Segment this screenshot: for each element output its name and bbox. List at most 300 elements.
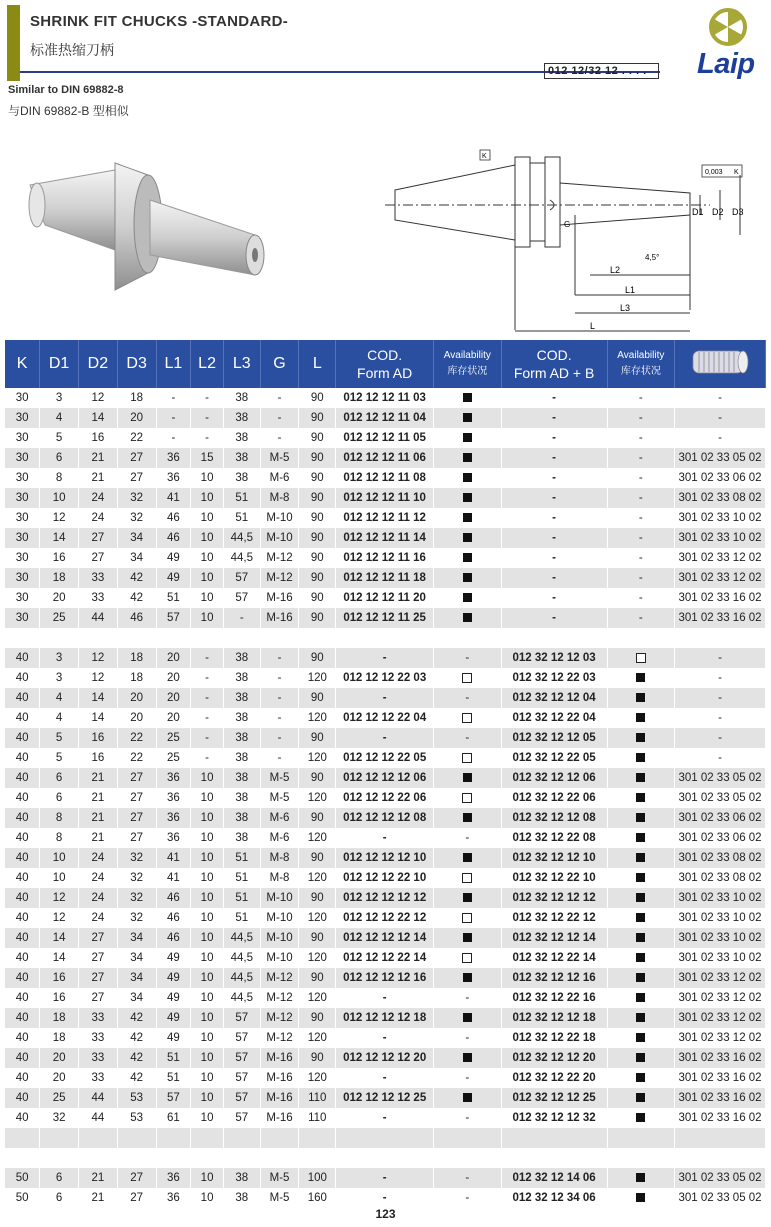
dimension-cell: 21 [78,808,117,828]
dimension-cell: 46 [156,928,191,948]
collet-code-cell: 301 02 33 08 02 [675,488,766,508]
dimension-cell: 40 [5,908,40,928]
dimension-cell: - [260,668,299,688]
in-stock-icon [463,773,472,782]
product-code-cell: 012 32 12 14 06 [501,1168,607,1188]
dimension-cell: 120 [299,788,336,808]
availability-cell [607,968,674,988]
dimension-cell: M-8 [260,868,299,888]
product-code-cell: 012 12 12 11 04 [336,408,434,428]
availability-cell [607,708,674,728]
dimension-cell: 21 [78,448,117,468]
dimension-cell: 57 [223,1108,260,1128]
dimension-cell: 27 [117,768,156,788]
dimension-cell: 14 [78,688,117,708]
dimension-cell: 51 [156,1048,191,1068]
in-stock-icon [636,873,645,882]
dimension-cell: 40 [5,1008,40,1028]
table-row [5,888,766,908]
in-stock-icon [636,733,645,742]
dimension-cell: 27 [78,548,117,568]
dimension-cell: 10 [191,968,224,988]
dimension-cell: 42 [117,1068,156,1088]
in-stock-icon [463,473,472,482]
product-code-cell: - [336,988,434,1008]
dimension-cell: - [156,408,191,428]
product-code-cell: 012 12 12 11 03 [336,388,434,408]
dimension-cell: 38 [223,728,260,748]
in-stock-icon [636,973,645,982]
dimension-cell: M-12 [260,1008,299,1028]
dimension-cell: 90 [299,588,336,608]
table-row [5,548,766,568]
dimension-cell: 61 [156,1108,191,1128]
availability-cell [434,408,501,428]
dimension-cell: 34 [117,928,156,948]
dimension-cell: 46 [156,908,191,928]
dimension-cell: 18 [117,388,156,408]
dimension-cell: 42 [117,588,156,608]
product-code-cell: 012 12 12 22 03 [336,668,434,688]
dimension-cell: 160 [299,1188,336,1208]
dimension-cell: M-10 [260,888,299,908]
availability-cell [434,1048,501,1068]
dimension-cell: 90 [299,728,336,748]
collet-code-cell: - [675,428,766,448]
dimension-cell: 10 [191,588,224,608]
dimension-cell: 10 [191,1068,224,1088]
product-code-cell: 012 32 12 12 32 [501,1108,607,1128]
collet-code-cell: - [675,708,766,728]
dimension-cell: 20 [40,1048,79,1068]
dimension-cell: - [260,728,299,748]
in-stock-icon [636,1053,645,1062]
dimension-cell: 49 [156,988,191,1008]
dimension-cell: M-8 [260,488,299,508]
dimension-cell: 51 [156,588,191,608]
availability-cell: - [607,388,674,408]
dimension-cell: 49 [156,548,191,568]
collet-code-cell: 301 02 33 16 02 [675,1048,766,1068]
dimension-cell: 6 [40,1168,79,1188]
not-in-stock-icon [462,873,472,883]
table-row [5,748,766,768]
product-code-cell: 012 12 12 12 08 [336,808,434,828]
collet-code-cell: 301 02 33 08 02 [675,868,766,888]
product-code-cell: - [336,1028,434,1048]
in-stock-icon [463,553,472,562]
dimension-cell: 27 [117,828,156,848]
in-stock-icon [463,893,472,902]
in-stock-icon [636,693,645,702]
dimension-cell: 38 [223,688,260,708]
dimension-cell: 90 [299,768,336,788]
product-code-cell: 012 32 12 22 03 [501,668,607,688]
dimension-cell: 20 [156,668,191,688]
dimension-cell: 90 [299,388,336,408]
dimension-cell: 40 [5,828,40,848]
availability-cell: - [434,648,501,668]
product-code-cell: - [501,588,607,608]
dimension-cell: 42 [117,1048,156,1068]
product-code-cell: - [501,608,607,628]
dimension-cell: 10 [191,1008,224,1028]
dimension-cell: 51 [223,488,260,508]
collet-code-cell: 301 02 33 06 02 [675,828,766,848]
col-header-d1: D1 [40,340,79,388]
dimension-cell: 32 [117,908,156,928]
dimension-cell: 38 [223,648,260,668]
dimension-cell: 34 [117,968,156,988]
table-row [5,968,766,988]
availability-cell: - [434,1188,501,1208]
dimension-cell: M-5 [260,1168,299,1188]
product-code-cell: - [501,428,607,448]
dimension-cell: 21 [78,468,117,488]
collet-code-cell: 301 02 33 12 02 [675,1028,766,1048]
availability-cell [434,1008,501,1028]
product-code-cell: - [336,728,434,748]
drawing-label-d3: D3 [732,207,744,217]
collet-code-cell: 301 02 33 05 02 [675,1168,766,1188]
product-code-cell: 012 32 12 22 12 [501,908,607,928]
availability-cell [607,648,674,668]
table-row [5,1008,766,1028]
availability-cell [434,948,501,968]
dimension-cell: M-10 [260,908,299,928]
availability-cell [607,788,674,808]
collet-code-cell: 301 02 33 16 02 [675,1108,766,1128]
collet-code-cell: 301 02 33 10 02 [675,528,766,548]
col-header-l: L [299,340,336,388]
product-code-cell: 012 12 12 12 20 [336,1048,434,1068]
drawing-label-d2: D2 [712,207,724,217]
dimension-cell: 27 [117,1188,156,1208]
collet-code-cell: 301 02 33 05 02 [675,768,766,788]
product-code-cell: - [501,388,607,408]
dimension-cell: 33 [78,1008,117,1028]
table-row [5,868,766,888]
table-row [5,948,766,968]
dimension-cell: 16 [78,728,117,748]
product-code-cell: 012 12 12 22 05 [336,748,434,768]
in-stock-icon [463,1093,472,1102]
in-stock-icon [636,713,645,722]
dimension-cell: 40 [5,988,40,1008]
availability-cell [607,808,674,828]
table-row [5,1108,766,1128]
dimension-cell: M-16 [260,608,299,628]
product-code-cell: 012 12 12 12 14 [336,928,434,948]
collet-code-cell: - [675,748,766,768]
in-stock-icon [636,753,645,762]
product-table [5,340,766,1208]
dimension-cell: 36 [156,808,191,828]
product-code-cell: - [501,528,607,548]
col-header-l3: L3 [223,340,260,388]
dimension-cell: 10 [191,888,224,908]
col-header-collet-icon [675,340,766,388]
in-stock-icon [636,773,645,782]
dimension-cell: 10 [191,528,224,548]
availability-cell: - [434,1108,501,1128]
dimension-cell: M-10 [260,528,299,548]
availability-cell [434,788,501,808]
availability-cell: - [607,568,674,588]
dimension-cell: 30 [5,588,40,608]
dimension-cell: 21 [78,768,117,788]
product-code-cell: 012 12 12 12 25 [336,1088,434,1108]
table-row [5,1048,766,1068]
dimension-cell: 30 [5,568,40,588]
table-row [5,528,766,548]
dimension-cell: 3 [40,668,79,688]
dimension-cell: 44,5 [223,528,260,548]
dimension-cell: 10 [191,808,224,828]
dimension-cell: 18 [117,648,156,668]
table-row [5,988,766,1008]
dimension-cell: 20 [156,648,191,668]
in-stock-icon [463,593,472,602]
drawing-label-d1: D1 [692,207,704,217]
dimension-cell: 32 [40,1108,79,1128]
in-stock-icon [463,933,472,942]
dimension-cell: 10 [40,868,79,888]
dimension-cell: 51 [223,888,260,908]
product-code-cell: - [336,1168,434,1188]
collet-code-cell: 301 02 33 16 02 [675,1088,766,1108]
collet-code-cell: 301 02 33 10 02 [675,888,766,908]
product-code-cell: 012 12 12 12 16 [336,968,434,988]
dimension-cell: 5 [40,748,79,768]
dimension-cell: 25 [40,1088,79,1108]
dimension-cell: 14 [78,708,117,728]
table-row [5,488,766,508]
availability-cell [434,808,501,828]
availability-cell: - [434,1028,501,1048]
product-code-cell: 012 12 12 12 12 [336,888,434,908]
dimension-cell: 12 [78,668,117,688]
dimension-cell: 6 [40,788,79,808]
dimension-cell: M-6 [260,808,299,828]
dimension-cell: 40 [5,1088,40,1108]
dimension-cell: 24 [78,848,117,868]
availability-cell [607,868,674,888]
product-code-cell: 012 12 12 12 06 [336,768,434,788]
dimension-cell: 30 [5,528,40,548]
dimension-cell: 22 [117,428,156,448]
dimension-cell: M-10 [260,928,299,948]
in-stock-icon [463,533,472,542]
dimension-cell: 10 [191,1168,224,1188]
dimension-cell: 100 [299,1168,336,1188]
dimension-cell: 25 [156,748,191,768]
product-code-cell: 012 32 12 12 12 [501,888,607,908]
dimension-cell: 12 [78,388,117,408]
in-stock-icon [463,813,472,822]
dimension-cell: 38 [223,768,260,788]
availability-cell [607,668,674,688]
product-code-cell: 012 32 12 12 18 [501,1008,607,1028]
availability-cell: - [607,608,674,628]
dimension-cell: 10 [191,1108,224,1128]
in-stock-icon [463,493,472,502]
dimension-cell: 49 [156,948,191,968]
collet-icon [685,345,755,379]
dimension-cell: - [260,428,299,448]
dimension-cell: 10 [191,468,224,488]
dimension-cell: 18 [40,568,79,588]
dimension-cell: 38 [223,708,260,728]
col-header-d3: D3 [117,340,156,388]
dimension-cell: 10 [191,868,224,888]
dimension-cell: 34 [117,948,156,968]
availability-cell [434,448,501,468]
product-code-cell: 012 32 12 22 18 [501,1028,607,1048]
dimension-cell: 8 [40,828,79,848]
dimension-cell: 36 [156,828,191,848]
dimension-cell: M-10 [260,948,299,968]
header-accent-bar [7,5,20,81]
dimension-cell: 25 [156,728,191,748]
not-in-stock-icon [462,793,472,803]
dimension-cell: M-16 [260,588,299,608]
table-spacer-row [5,1148,766,1168]
product-code-cell: - [501,408,607,428]
dimension-cell: 12 [40,908,79,928]
dimension-cell: 90 [299,408,336,428]
dimension-cell: - [156,388,191,408]
dimension-cell: M-8 [260,848,299,868]
dimension-cell: 40 [5,928,40,948]
product-code-cell: 012 32 12 12 05 [501,728,607,748]
not-in-stock-icon [462,953,472,963]
dimension-cell: 120 [299,988,336,1008]
availability-cell [434,528,501,548]
dimension-cell: 30 [5,428,40,448]
dimension-cell: 44 [78,1088,117,1108]
dimension-cell: 32 [117,488,156,508]
dimension-cell: 57 [223,1048,260,1068]
availability-cell [607,848,674,868]
dimension-cell: 27 [78,528,117,548]
dimension-cell: 30 [5,548,40,568]
dimension-cell: 16 [40,548,79,568]
dimension-cell: M-12 [260,568,299,588]
table-row [5,568,766,588]
availability-cell [434,928,501,948]
dimension-cell: 14 [40,528,79,548]
availability-cell: - [607,508,674,528]
dimension-cell: - [191,668,224,688]
product-code-cell: 012 12 12 12 18 [336,1008,434,1028]
not-in-stock-icon [462,713,472,723]
in-stock-icon [463,513,472,522]
col-header-cod-ad: COD. Form AD [336,340,434,388]
dimension-cell: 16 [78,428,117,448]
product-code-cell: - [501,568,607,588]
dimension-cell: 90 [299,488,336,508]
dimension-cell: 12 [40,508,79,528]
dimension-cell: 40 [5,768,40,788]
product-code-cell: 012 12 12 22 12 [336,908,434,928]
dimension-cell: 14 [78,408,117,428]
dimension-cell: 38 [223,428,260,448]
dimension-cell: 33 [78,588,117,608]
in-stock-icon [636,1193,645,1202]
product-code-cell: 012 12 12 11 16 [336,548,434,568]
dimension-cell: M-16 [260,1108,299,1128]
dimension-cell: 90 [299,528,336,548]
product-code-cell: 012 12 12 11 20 [336,588,434,608]
dimension-cell: - [191,748,224,768]
availability-cell [434,468,501,488]
availability-cell [607,928,674,948]
dimension-cell: - [260,688,299,708]
table-row [5,1028,766,1048]
availability-cell [607,1048,674,1068]
dimension-cell: 10 [191,1188,224,1208]
dimension-cell: - [191,688,224,708]
dimension-cell: 16 [40,968,79,988]
availability-cell [607,1008,674,1028]
dimension-cell: 20 [40,588,79,608]
in-stock-icon [636,893,645,902]
dimension-cell: 8 [40,808,79,828]
dimension-cell: 90 [299,1048,336,1068]
availability-cell [434,388,501,408]
dimension-cell: M-12 [260,968,299,988]
dimension-cell: 40 [5,1028,40,1048]
dimension-cell: 27 [117,448,156,468]
table-row [5,608,766,628]
availability-cell [434,488,501,508]
dimension-cell: 57 [223,568,260,588]
availability-cell [607,1108,674,1128]
dimension-cell: 18 [40,1028,79,1048]
product-code-cell: 012 32 12 22 04 [501,708,607,728]
in-stock-icon [463,393,472,402]
availability-cell [434,668,501,688]
drawing-label-l3: L3 [620,303,631,313]
dimension-cell: 33 [78,568,117,588]
availability-cell [434,888,501,908]
dimension-cell: 40 [5,668,40,688]
table-row [5,1068,766,1088]
dimension-cell: 51 [223,508,260,528]
dimension-cell: 10 [40,488,79,508]
dimension-cell: 24 [78,488,117,508]
dimension-cell: 22 [117,728,156,748]
availability-cell [434,908,501,928]
dimension-cell: 120 [299,748,336,768]
availability-cell: - [607,528,674,548]
dimension-cell: 40 [5,968,40,988]
not-in-stock-icon [636,653,646,663]
product-code-cell: - [501,548,607,568]
dimension-cell: 36 [156,1168,191,1188]
dimension-cell: 40 [5,808,40,828]
in-stock-icon [636,1033,645,1042]
product-code-cell: - [336,688,434,708]
dimension-cell: 21 [78,1188,117,1208]
collet-code-cell: - [675,668,766,688]
table-row [5,768,766,788]
in-stock-icon [636,1073,645,1082]
dimension-cell: 120 [299,828,336,848]
technical-drawing [380,145,765,340]
table-spacer-row [5,1128,766,1148]
